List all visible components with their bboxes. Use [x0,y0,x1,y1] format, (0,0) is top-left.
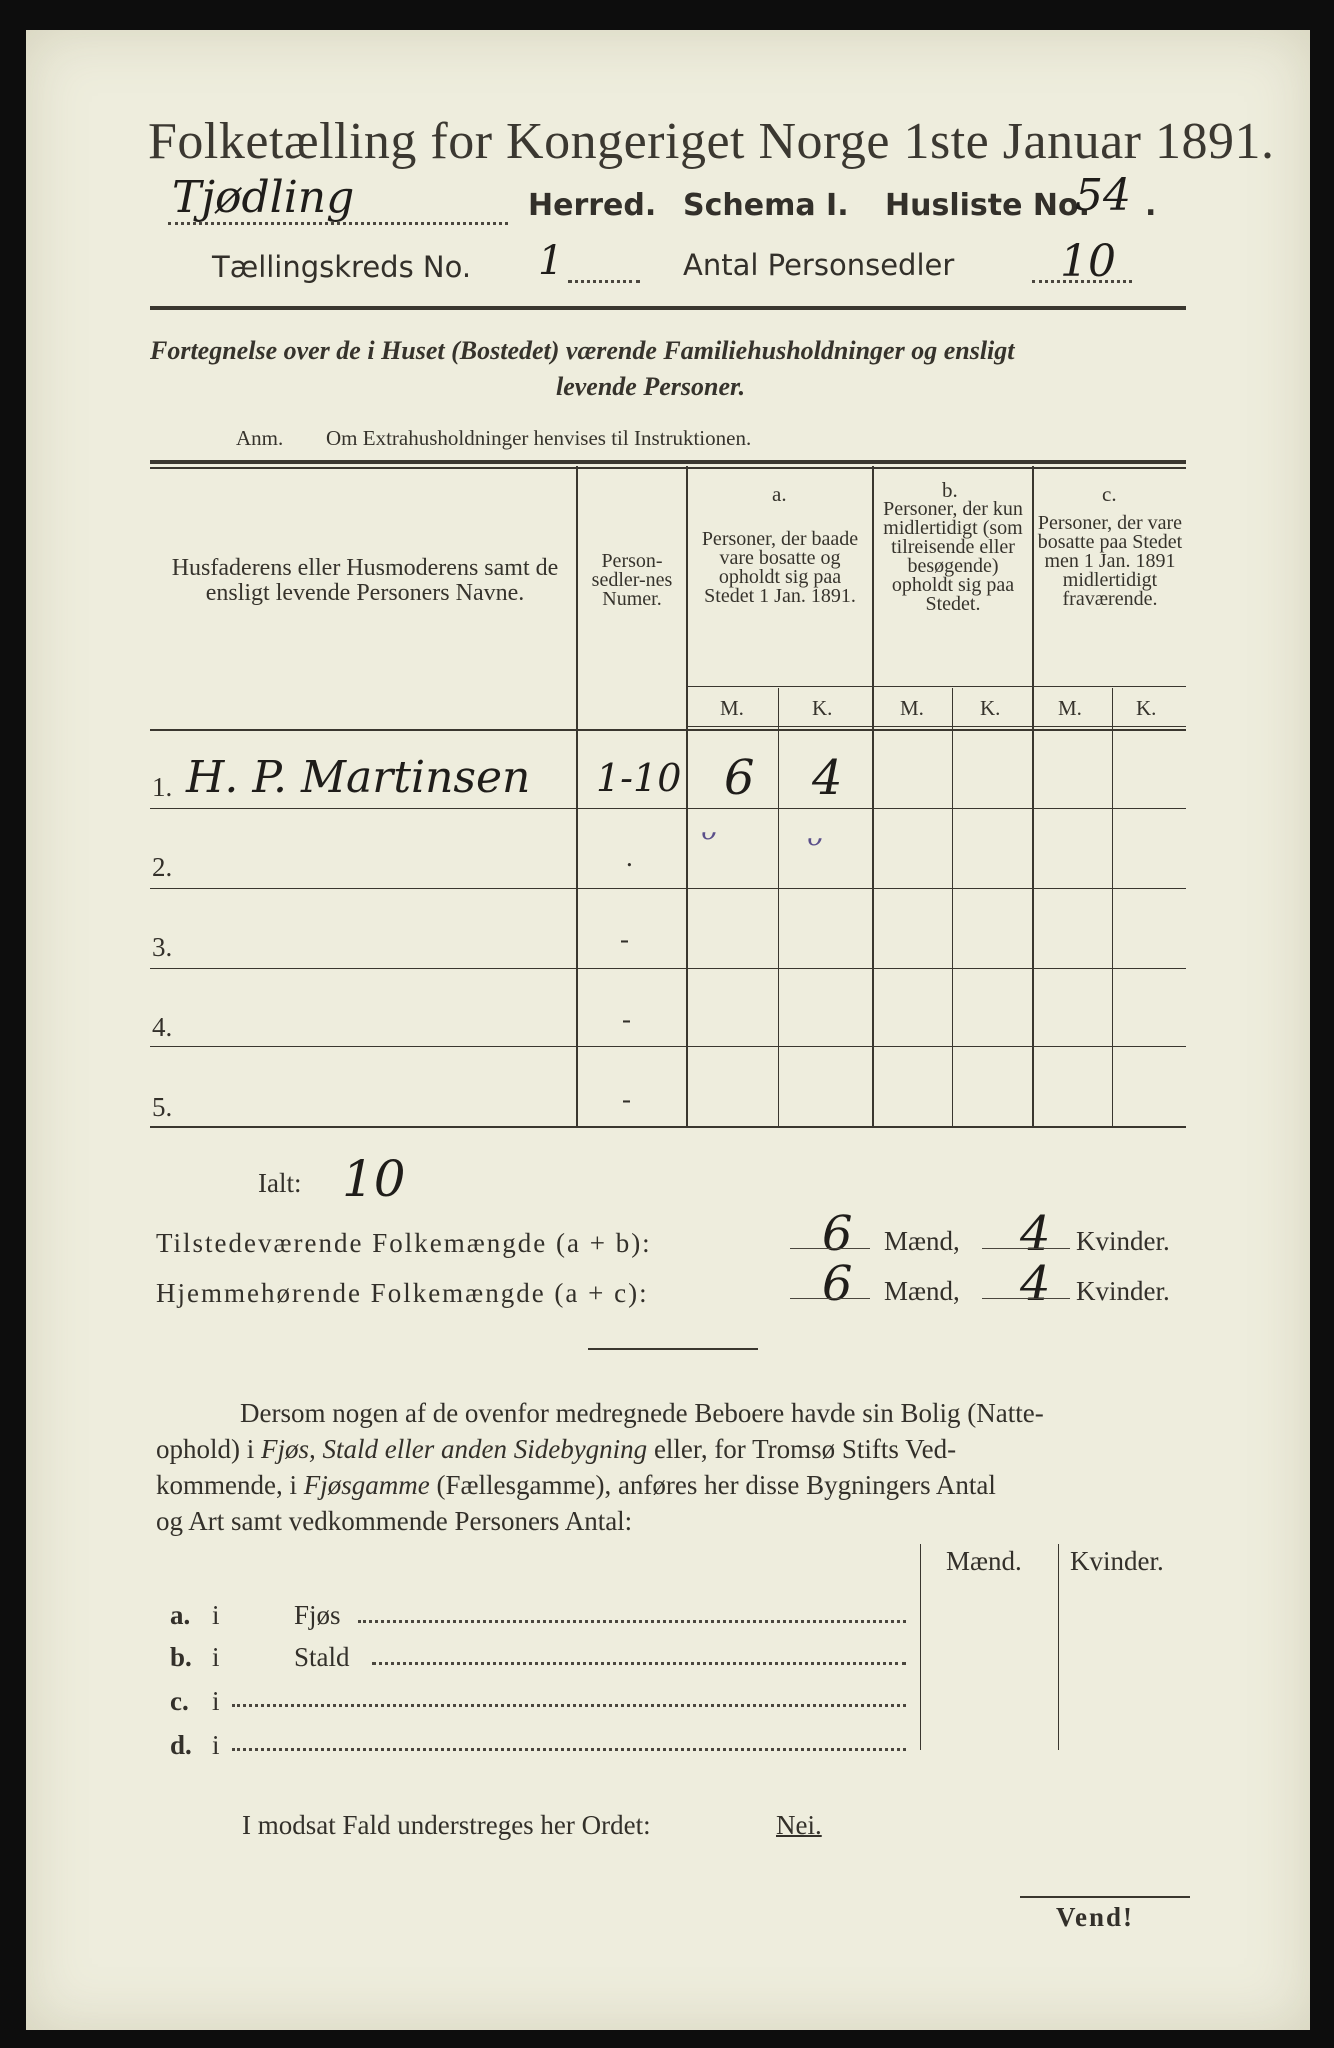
col-c-m-label: M. [1058,696,1082,720]
tilstedevaerende-maend-value: 6 [822,1206,853,1262]
kreds-label: Tællingskreds No. [212,250,472,284]
col-c-k-label: K. [1136,696,1157,720]
anm-label: Anm. [236,426,284,450]
bolig-row-i: i [212,1600,220,1630]
col-a-letter: a. [772,482,787,506]
col-c-header: Personer, der vare bosatte paa Stedet men 1 Jan. 1891 midlertidigt fraværende. [1037,512,1183,610]
section-divider [588,1348,758,1350]
tick-mark-k: ᴗ [806,822,822,852]
intro-line1: Fortegnelse over de i Huset (Bostedet) værende Familiehusholdninger og ensligt [150,336,1015,365]
bolig-row-i: i [212,1686,220,1716]
col-a-m-label: M. [720,696,744,720]
bolig-row-i: i [212,1730,220,1760]
row-number: 5. [152,1092,173,1122]
hjem-kvinder-label: Kvinder. [1076,1276,1170,1306]
col-numer-header: Person-sedler-nes Numer. [591,550,673,610]
bolig-divider-2 [1058,1544,1059,1750]
tilstedevaerende-label: Tilstedeværende Folkemængde (a + b): [156,1228,652,1258]
bolig-row-label: Stald [294,1642,350,1672]
antal-value: 10 [1060,236,1116,287]
mk-header-top-rule [686,686,1186,687]
hjemmehorende-label: Hjemmehørende Folkemængde (a + c): [156,1278,649,1308]
bolig-divider-1 [920,1544,921,1750]
col-c-letter: c. [1102,482,1117,506]
row-numer: - [622,1084,631,1114]
col-names-header: Husfaderens eller Husmoderens samt de ensligt levende Personers Navne. [171,555,559,606]
bolig-row-dotted-line [232,1748,906,1751]
header-rule [150,306,1186,310]
modsat-text: I modsat Fald understreges her Ordet: [242,1810,651,1840]
table-divider-c-mk [1112,688,1113,1126]
row-number: 4. [152,1012,173,1042]
col-b-letter: b. [942,478,958,502]
header-bottom-rule [150,729,1186,731]
row-rule [150,968,1186,969]
husliste-value: 54 [1075,170,1131,221]
row-number: 1. [152,772,173,802]
row-numer: 1-10 [596,756,682,800]
tilst-k-line [982,1248,1070,1249]
bolig-row-i: i [212,1642,220,1672]
vend-rule [1020,1896,1190,1898]
husliste-dot: . [1145,188,1157,223]
hjem-maend-label: Mænd, [884,1276,960,1306]
nei-word: Nei. [776,1810,822,1840]
vend-text: Vend! [1056,1902,1135,1932]
col-b-m-label: M. [900,696,924,720]
row-rule [150,1046,1186,1047]
table-divider-names [576,466,578,1126]
herred-value: Tjødling [172,172,355,223]
intro-line2: levende Personer. [556,372,746,401]
table-divider-numer [686,466,688,1126]
herred-dotted-line [168,222,508,225]
kreds-value: 1 [538,238,564,284]
col-a-k-label: K. [812,696,833,720]
hjem-k-line [982,1298,1070,1299]
ialt-label: Ialt: [258,1168,302,1198]
row-numer: - [620,924,629,954]
row-number: 3. [152,932,173,962]
mk-header-bottom-rule [686,726,1186,727]
bolig-para-line1: Dersom nogen af de ovenfor medregnede Beboere havde sin Bolig (Natte- [240,1398,1044,1428]
ialt-value: 10 [342,1150,406,1208]
tilst-m-line [790,1248,870,1249]
bolig-row-dotted-line [232,1704,906,1707]
table-top-rule-thin [150,467,1186,469]
bolig-para-line3: kommende, i Fjøsgamme (Fællesgamme), anføres her disse Bygningers Antal [156,1470,996,1500]
table-divider-b-mk [952,688,953,1126]
bolig-para-line2: ophold) i Fjøs, Stald eller anden Sidebygning eller, for Tromsø Stifts Ved- [156,1434,957,1464]
bolig-row-letter: c. [170,1686,189,1716]
row-number: 2. [152,852,173,882]
bolig-row-letter: b. [170,1642,192,1672]
bolig-kvinder-header: Kvinder. [1070,1546,1164,1576]
antal-label: Antal Personsedler [683,248,955,282]
row-a-k: 4 [812,750,843,806]
bolig-row-letter: a. [170,1600,191,1630]
bolig-maend-header: Mænd. [946,1546,1022,1576]
row-name: H. P. Martinsen [186,752,531,803]
table-bottom-rule [150,1126,1186,1128]
husliste-label: Husliste No. [885,188,1090,223]
table-divider-a-mk [778,688,779,1126]
bolig-row-label: Fjøs [294,1600,341,1630]
anm-text: Om Extrahusholdninger henvises til Instruktionen. [326,426,752,450]
row-numer: . [626,842,633,872]
bolig-row-letter: d. [170,1730,192,1760]
bolig-row-dotted-line [358,1620,906,1623]
col-b-header: Personer, der kun midlertidigt (som tilreisende eller besøgende) opholdt sig paa Stedet. [883,498,1023,615]
row-a-m: 6 [724,750,755,806]
hjem-m-line [790,1298,870,1299]
table-divider-a [872,466,874,1126]
form-title: Folketælling for Kongeriget Norge 1ste Januar 1891. [148,113,1275,170]
tilst-kvinder-label: Kvinder. [1076,1226,1170,1256]
row-rule [150,808,1186,809]
kreds-dotted-line [568,280,640,283]
herred-label: Herred. [528,188,657,223]
tilst-maend-label: Mænd, [884,1226,960,1256]
hjemmehorende-kvinder-value: 4 [1020,1256,1051,1312]
bolig-para-line4: og Art samt vedkommende Personers Antal: [156,1506,633,1536]
bolig-row-dotted-line [372,1662,906,1665]
col-b-k-label: K. [980,696,1001,720]
schema-label: Schema I. [683,188,849,223]
hjemmehorende-maend-value: 6 [822,1256,853,1312]
tilstedevaerende-kvinder-value: 4 [1020,1206,1051,1262]
table-top-rule [150,460,1186,464]
row-numer: - [622,1004,631,1034]
table-divider-b [1032,466,1034,1126]
col-a-header: Personer, der baade vare bosatte og opholdt sig paa Stedet 1 Jan. 1891. [701,528,859,607]
row-rule [150,888,1186,889]
tick-mark-m: ᴗ [700,816,716,846]
